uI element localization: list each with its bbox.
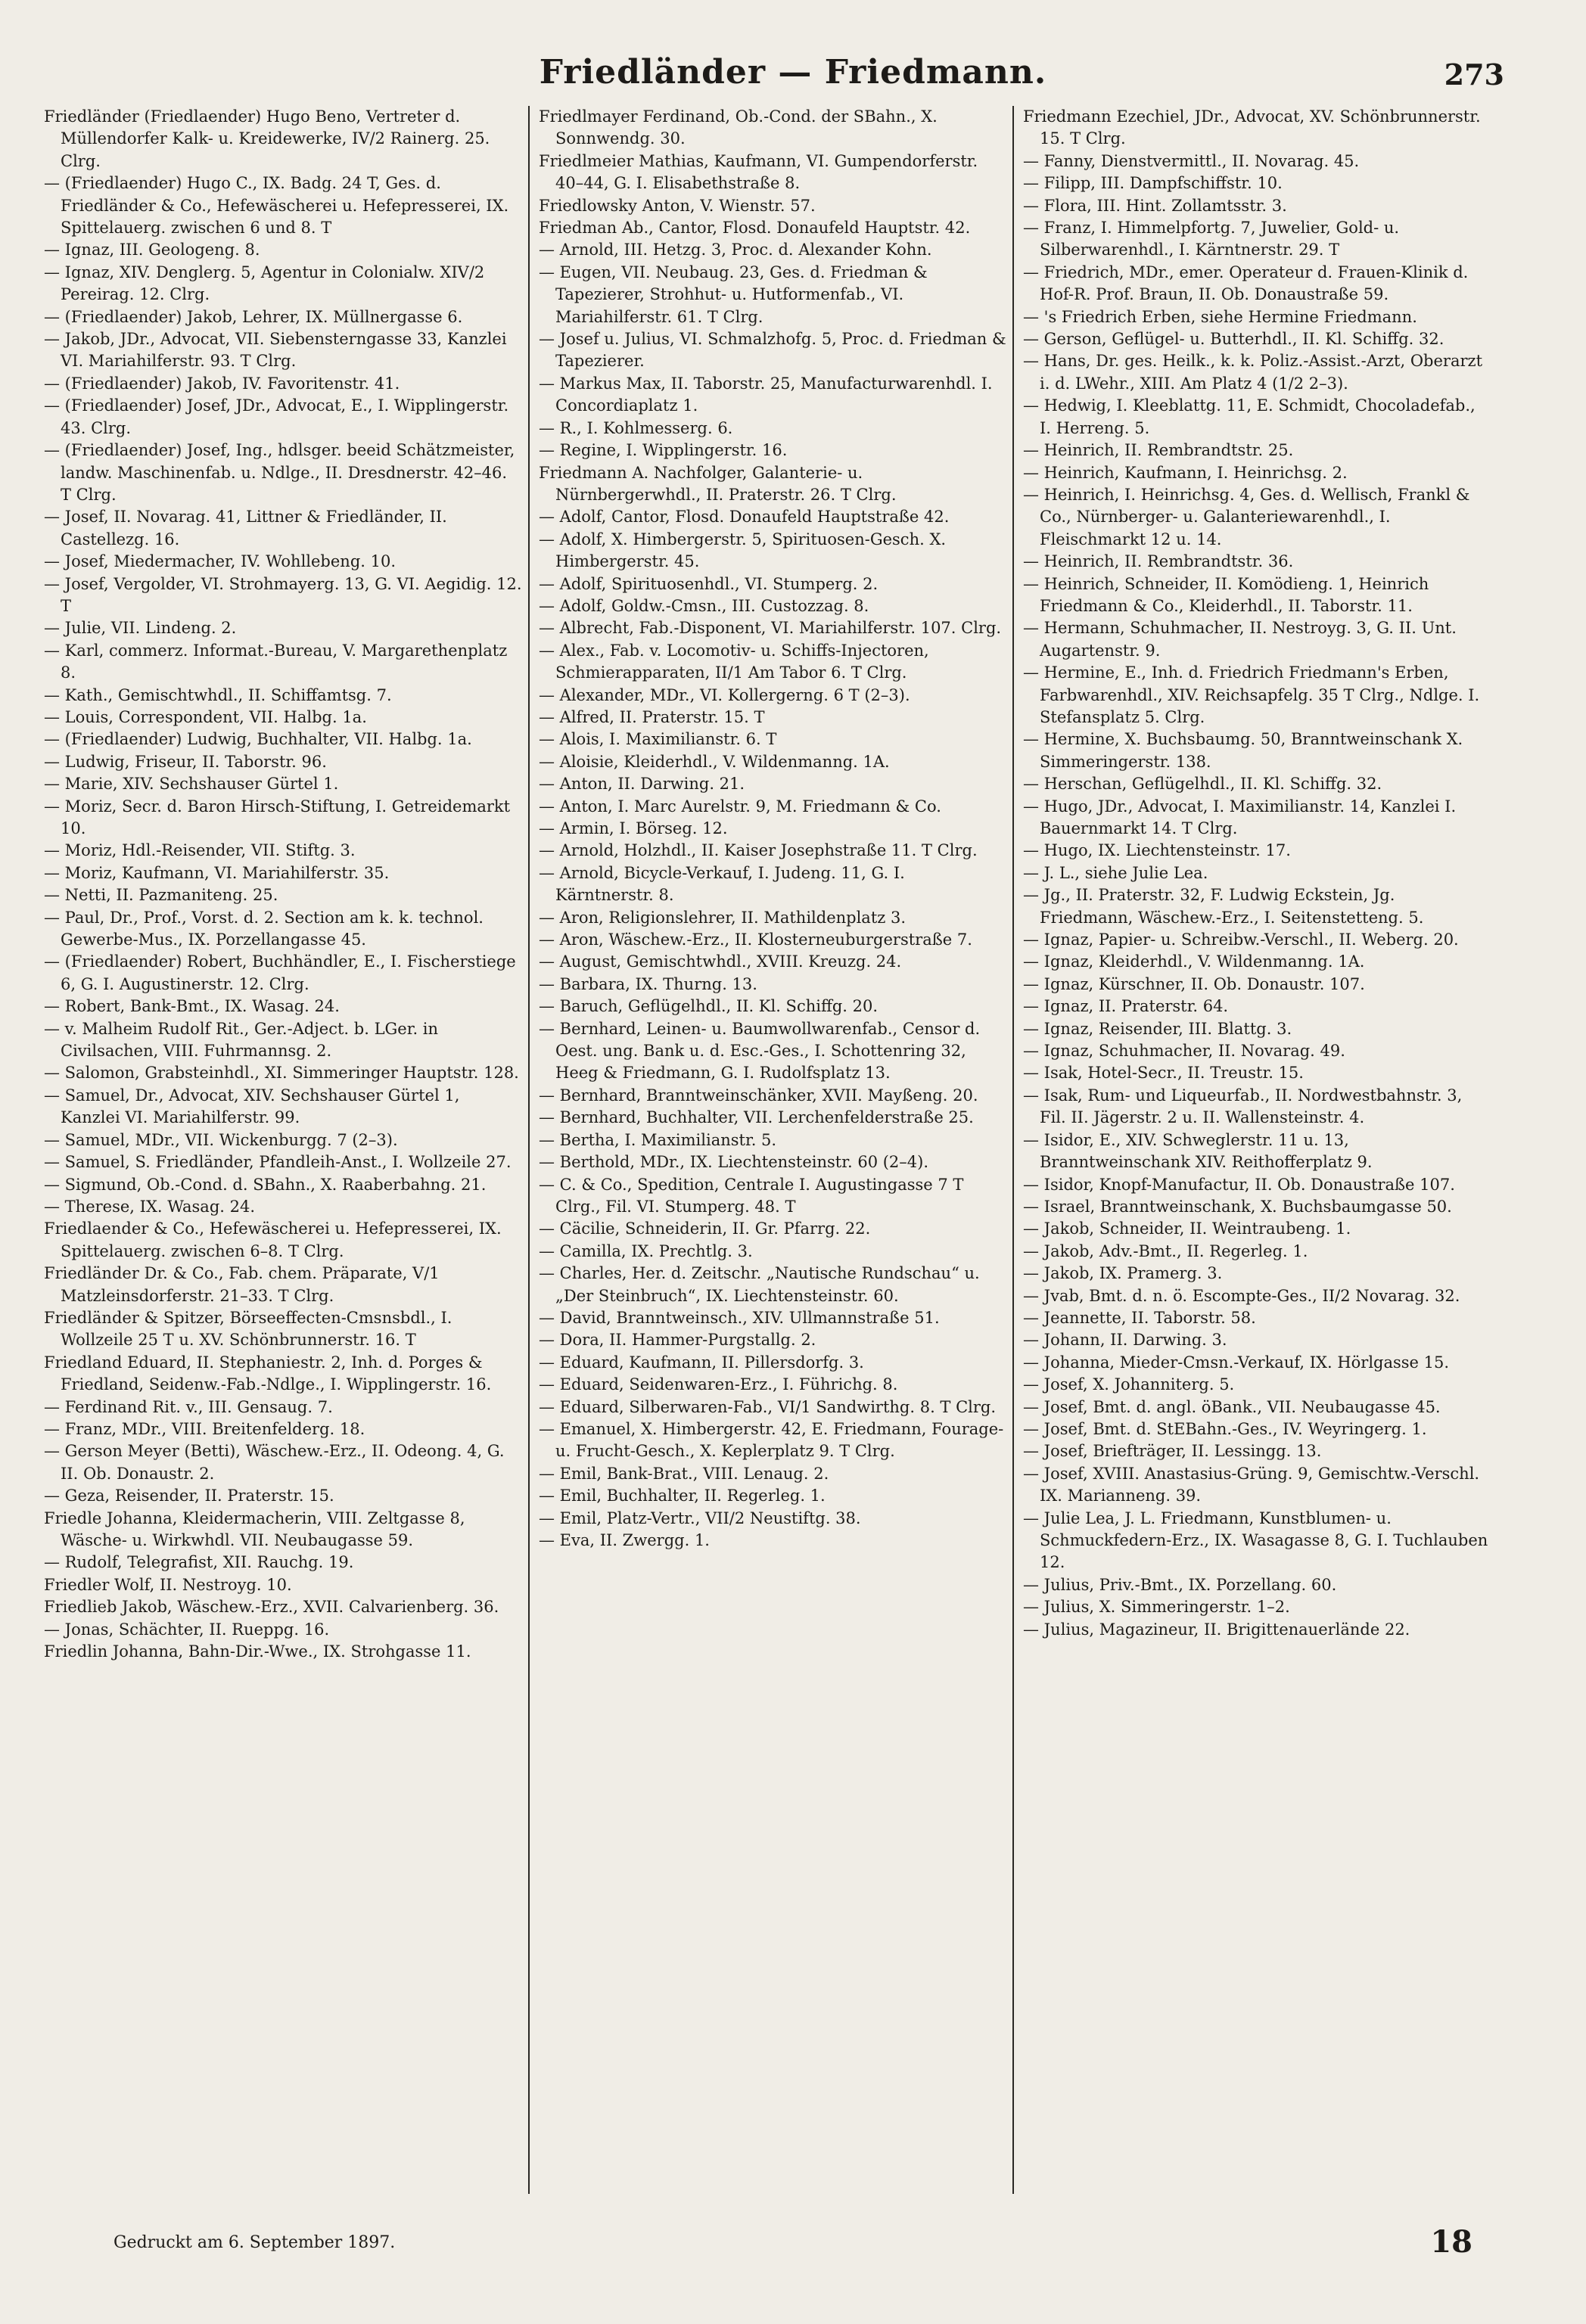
directory-entry: — Ludwig, Friseur, II. Taborstr. 96. [44,752,327,771]
directory-entry: — J. L., siehe Julie Lea. [1023,863,1208,882]
directory-entry: — C. & Co., Spedition, Centrale I. Augustingasse 7 T Clrg., Fil. VI. Stumperg. 48. T [539,1175,964,1216]
print-date: Gedruckt am 6. September 1897. [114,2233,396,2252]
directory-entry: Friedmann A. Nachfolger, Galanterie- u. Nürnbergerwhdl., II. Praterstr. 26. T Clrg. [539,463,897,504]
directory-entry: — Ignaz, III. Geologeng. 8. [44,241,260,259]
directory-entry: — Fanny, Dienstvermittl., II. Novarag. 45. [1023,151,1360,170]
directory-entry: Friedländer & Spitzer, Börseeffecten-Cmsnsbdl., I. Wollzeile 25 T u. XV. Schönbrunnerstr. 16. T [44,1308,452,1350]
directory-entry: — Gerson, Geflügel- u. Butterhdl., II. Kl. Schiffg. 32. [1023,330,1445,349]
directory-entry: — Heinrich, I. Heinrichsg. 4, Ges. d. Wellisch, Frankl & Co., Nürnberger- u. Galanteriewarenhdl., I. Fleischmarkt 12 u. 14. [1023,485,1470,548]
directory-entry: — Flora, III. Hint. Zollamtsstr. 3. [1023,196,1287,215]
directory-entry: Friedländer (Friedlaender) Hugo Beno, Vertreter d. Müllendorfer Kalk- u. Kreidewerke, IV/2 Rainerg. 25. Clrg. [44,107,490,170]
directory-entry: — Bernhard, Buchhalter, VII. Lerchenfelderstraße 25. [539,1108,974,1127]
directory-entry: — Josef, Bmt. d. angl. öBank., VII. Neubaugasse 45. [1023,1397,1441,1416]
directory-entry: — Adolf, Spirituosenhdl., VI. Stumperg. 2. [539,574,879,593]
directory-entry: Friedland Eduard, II. Stephaniestr. 2, Inh. d. Porges & Friedland, Seidenw.-Fab.-Ndlge., I. Wipplingerstr. 16. [44,1353,492,1394]
directory-entry: — Hermann, Schuhmacher, II. Nestroyg. 3, G. II. Unt. Augartenstr. 9. [1023,619,1457,660]
directory-entry: — Josef, X. Johanniterg. 5. [1023,1375,1235,1394]
directory-entry: — Josef, Vergolder, VI. Strohmayerg. 13, G. VI. Aegidig. 12. T [44,574,522,615]
directory-entry: — Julius, X. Simmeringerstr. 1–2. [1023,1598,1290,1617]
directory-entry: — Berthold, MDr., IX. Liechtensteinstr. 60 (2–4). [539,1153,929,1172]
directory-entry: — Emanuel, X. Himbergerstr. 42, E. Friedmann, Fourage- u. Frucht-Gesch., X. Keplerplatz 9. T Clrg. [539,1419,1004,1461]
directory-entry: — Adolf, Cantor, Flosd. Donaufeld Hauptstraße 42. [539,508,950,527]
directory-entry: — Eva, II. Zwergg. 1. [539,1531,710,1549]
directory-entry: — Eugen, VII. Neubaug. 23, Ges. d. Friedman & Tapezierer, Strohhut- u. Hutformenfab., VI. Mariahilferstr. 61. T Clrg. [539,263,928,326]
entry-columns [44,106,1497,2194]
directory-entry: — Ignaz, Papier- u. Schreibw.-Verschl., II. Weberg. 20. [1023,931,1459,949]
directory-entry: — August, Gemischtwhdl., XVIII. Kreuzg. 24. [539,952,902,971]
column-1 [44,106,528,2194]
directory-entry: — (Friedlaender) Josef, JDr., Advocat, E., I. Wipplingerstr. 43. Clrg. [44,396,509,437]
directory-entry: — Markus Max, II. Taborstr. 25, Manufacturwarenhdl. I. Concordiaplatz 1. [539,374,993,415]
directory-entry: — Moriz, Hdl.-Reisender, VII. Stiftg. 3. [44,841,356,860]
directory-entry: — Bernhard, Branntweinschänker, XVII. Mayßeng. 20. [539,1086,978,1105]
directory-entry: — Moriz, Kaufmann, VI. Mariahilferstr. 35. [44,863,390,882]
directory-entry: — Bertha, I. Maximilianstr. 5. [539,1130,777,1149]
directory-entry: — Josef, Bmt. d. StEBahn.-Ges., IV. Weyringerg. 1. [1023,1419,1427,1438]
directory-entry: — Ignaz, Reisender, III. Blattg. 3. [1023,1019,1292,1038]
page-number: 273 [1444,57,1504,92]
directory-entry: — Hugo, IX. Liechtensteinstr. 17. [1023,841,1291,860]
directory-entry: Friedlmayer Ferdinand, Ob.-Cond. der SBahn., X. Sonnwendg. 30. [539,107,938,148]
directory-entry: — Emil, Bank-Brat., VIII. Lenaug. 2. [539,1464,829,1483]
directory-entry: — Louis, Correspondent, VII. Halbg. 1a. [44,707,367,726]
directory-entry: — Ignaz, II. Praterstr. 64. [1023,997,1229,1016]
directory-entry: — Hermine, E., Inh. d. Friedrich Friedmann's Erben, Farbwarenhdl., XIV. Reichsapfelg. 35 T Clrg., Ndlge. I. Stefansplatz 5. Clrg. [1023,663,1480,726]
directory-entry: — Baruch, Geflügelhdl., II. Kl. Schiffg. 20. [539,997,879,1016]
directory-entry: — Alex., Fab. v. Locomotiv- u. Schiffs-Injectoren, Schmierapparaten, II/1 Am Tabor 6. T Clrg. [539,641,929,682]
directory-entry: — Isak, Hotel-Secr., II. Treustr. 15. [1023,1064,1304,1083]
page-footer [0,2224,1586,2270]
directory-entry: — (Friedlaender) Jakob, Lehrer, IX. Müllnergasse 6. [44,307,463,326]
directory-entry: — Jeannette, II. Taborstr. 58. [1023,1308,1256,1327]
directory-entry: — Julius, Priv.-Bmt., IX. Porzellang. 60. [1023,1575,1337,1594]
directory-entry: — Hedwig, I. Kleeblattg. 11, E. Schmidt, Chocoladefab., I. Herreng. 5. [1023,396,1476,437]
directory-entry: — Cäcilie, Schneiderin, II. Gr. Pfarrg. 22. [539,1219,871,1238]
directory-entry: — Regine, I. Wipplingerstr. 16. [539,441,788,460]
directory-entry: — Hugo, JDr., Advocat, I. Maximilianstr. 14, Kanzlei I. Bauernmarkt 14. T Clrg. [1023,797,1457,837]
directory-entry: — Heinrich, Kaufmann, I. Heinrichsg. 2. [1023,463,1348,482]
directory-entry: — Isidor, E., XIV. Schweglerstr. 11 u. 13, Branntweinschank XIV. Reithofferplatz 9. [1023,1130,1373,1172]
directory-entry: — Moriz, Secr. d. Baron Hirsch-Stiftung, I. Getreidemarkt 10. [44,797,511,837]
directory-entry: — Heinrich, II. Rembrandtstr. 36. [1023,552,1294,571]
column-3 [1012,106,1497,2194]
directory-entry: — Jakob, Adv.-Bmt., II. Regerleg. 1. [1023,1241,1308,1260]
directory-entry: — Bernhard, Leinen- u. Baumwollwarenfab., Censor d. Oest. ung. Bank u. d. Esc.-Ges., I. Schottenring 32, Heeg & Friedmann, G. I. Rudolfsplatz 13. [539,1019,981,1083]
directory-entry: — Jakob, IX. Pramerg. 3. [1023,1264,1223,1283]
directory-entry: — Arnold, III. Hetzg. 3, Proc. d. Alexander Kohn. [539,241,932,259]
directory-entry: — Adolf, X. Himbergerstr. 5, Spirituosen-Gesch. X. Himbergerstr. 45. [539,530,947,571]
directory-entry: — Josef, II. Novarag. 41, Littner & Friedländer, II. Castellezg. 16. [44,508,447,548]
directory-entry: — Ignaz, Schuhmacher, II. Novarag. 49. [1023,1042,1345,1061]
directory-entry: — Josef, Miedermacher, IV. Wohllebeng. 10. [44,552,396,571]
directory-entry: — Kath., Gemischtwhdl., II. Schiffamtsg. 7. [44,685,392,704]
directory-entry: — Gerson Meyer (Betti), Wäschew.-Erz., II. Odeong. 4, G. II. Ob. Donaustr. 2. [44,1442,505,1483]
directory-entry: — Aron, Religionslehrer, II. Mathildenplatz 3. [539,908,907,927]
directory-entry: — Samuel, MDr., VII. Wickenburgg. 7 (2–3). [44,1130,398,1149]
directory-entry: — Eduard, Seidenwaren-Erz., I. Führichg. 8. [539,1375,898,1394]
directory-entry: — Sigmund, Ob.-Cond. d. SBahn., X. Raaberbahng. 21. [44,1175,487,1194]
directory-entry: — Josef, Briefträger, II. Lessingg. 13. [1023,1442,1322,1461]
directory-entry: — Julie Lea, J. L. Friedmann, Kunstblumen- u. Schmuckfedern-Erz., IX. Wasagasse 8, G. I. Tuchlauben 12. [1023,1508,1488,1572]
sheet-number: 18 [1430,2224,1472,2260]
directory-entry: — v. Malheim Rudolf Rit., Ger.-Adject. b. LGer. in Civilsachen, VIII. Fuhrmannsg. 2. [44,1019,439,1061]
directory-entry: — Josef, XVIII. Anastasius-Grüng. 9, Gemischtw.-Verschl. IX. Marianneng. 39. [1023,1464,1480,1505]
running-head [0,53,1586,106]
directory-entry: — Hans, Dr. ges. Heilk., k. k. Poliz.-Assist.-Arzt, Oberarzt i. d. LWehr., XIII. Am Platz 4 (1/2 2–3). [1023,352,1483,393]
directory-entry: — Jvab, Bmt. d. n. ö. Escompte-Ges., II/2 Novarag. 32. [1023,1286,1460,1305]
directory-entry: — Eduard, Silberwaren-Fab., VI/1 Sandwirthg. 8. T Clrg. [539,1397,997,1416]
directory-entry: — Heinrich, Schneider, II. Komödieng. 1, Heinrich Friedmann & Co., Kleiderhdl., II. Taborstr. 11. [1023,574,1429,615]
directory-entry: — Armin, I. Börseg. 12. [539,819,728,837]
directory-entry: — Heinrich, II. Rembrandtstr. 25. [1023,441,1294,460]
directory-entry: Friedman Ab., Cantor, Flosd. Donaufeld Hauptstr. 42. [539,219,971,238]
directory-entry: — Eduard, Kaufmann, II. Pillersdorfg. 3. [539,1353,864,1372]
directory-entry: — Jakob, Schneider, II. Weintraubeng. 1. [1023,1219,1351,1238]
directory-entry: Friedlaender & Co., Hefewäscherei u. Hefepresserei, IX. Spittelauerg. zwischen 6–8. T Clrg. [44,1219,502,1260]
directory-entry: — Adolf, Goldw.-Cmsn., III. Custozzag. 8. [539,596,869,615]
directory-entry: — Friedrich, MDr., emer. Operateur d. Frauen-Klinik d. Hof-R. Prof. Braun, II. Ob. Donaustraße 59. [1023,263,1469,304]
directory-entry: — Josef u. Julius, VI. Schmalzhofg. 5, Proc. d. Friedman & Tapezierer. [539,330,1006,371]
directory-entry: — Johanna, Mieder-Cmsn.-Verkauf, IX. Hörlgasse 15. [1023,1353,1450,1372]
directory-entry: — Ignaz, Kürschner, II. Ob. Donaustr. 107. [1023,974,1365,993]
directory-entry: Friedmann Ezechiel, JDr., Advocat, XV. Schönbrunnerstr. 15. T Clrg. [1023,107,1481,148]
directory-entry: — David, Branntweinsch., XIV. Ullmannstraße 51. [539,1308,940,1327]
directory-entry: — Alfred, II. Praterstr. 15. T [539,707,765,726]
directory-entry: — Julius, Magazineur, II. Brigittenauerlände 22. [1023,1620,1410,1639]
directory-entry: — Anton, II. Darwing. 21. [539,775,745,794]
directory-entry: — Barbara, IX. Thurng. 13. [539,974,757,993]
directory-entry: — Hermine, X. Buchsbaumg. 50, Branntweinschank X. Simmeringerstr. 138. [1023,730,1463,771]
directory-entry: — Paul, Dr., Prof., Vorst. d. 2. Section am k. k. technol. Gewerbe-Mus., IX. Porzellangasse 45. [44,908,484,949]
page-title: Friedländer — Friedmann. [539,53,1047,92]
directory-entry: — Samuel, Dr., Advocat, XIV. Sechshauser Gürtel 1, Kanzlei VI. Mariahilferstr. 99. [44,1086,460,1127]
directory-entry: — Ferdinand Rit. v., III. Gensaug. 7. [44,1397,333,1416]
directory-entry: — Franz, MDr., VIII. Breitenfelderg. 18. [44,1419,365,1438]
directory-entry: — (Friedlaender) Ludwig, Buchhalter, VII. Halbg. 1a. [44,730,472,749]
directory-entry: Friedlieb Jakob, Wäschew.-Erz., XVII. Calvarienberg. 36. [44,1598,499,1617]
directory-entry: — Ignaz, XIV. Denglerg. 5, Agentur in Colonialw. XIV/2 Pereirag. 12. Clrg. [44,263,485,304]
directory-entry: — Therese, IX. Wasag. 24. [44,1197,256,1216]
directory-entry: — Julie, VII. Lindeng. 2. [44,619,237,638]
directory-entry: — Netti, II. Pazmaniteng. 25. [44,886,278,905]
directory-entry: — Filipp, III. Dampfschiffstr. 10. [1023,174,1283,193]
directory-entry: — Salomon, Grabsteinhdl., XI. Simmeringer Hauptstr. 128. [44,1064,519,1083]
directory-entry: — 's Friedrich Erben, siehe Hermine Friedmann. [1023,307,1417,326]
directory-entry: — Robert, Bank-Bmt., IX. Wasag. 24. [44,997,340,1016]
directory-entry: — R., I. Kohlmesserg. 6. [539,418,733,437]
directory-entry: — Dora, II. Hammer-Purgstallg. 2. [539,1331,816,1350]
directory-entry: — (Friedlaender) Jakob, IV. Favoritenstr. 41. [44,374,400,393]
directory-entry: — Johann, II. Darwing. 3. [1023,1331,1227,1350]
directory-entry: — Jakob, JDr., Advocat, VII. Siebensterngasse 33, Kanzlei VI. Mariahilferstr. 93. T Clrg. [44,330,507,371]
directory-entry: — Rudolf, Telegrafist, XII. Rauchg. 19. [44,1553,354,1572]
directory-entry: — Aloisie, Kleiderhdl., V. Wildenmanng. 1A. [539,752,890,771]
directory-entry: — Alexander, MDr., VI. Kollergerng. 6 T (2–3). [539,685,910,704]
directory-entry: — Jg., II. Praterstr. 32, F. Ludwig Eckstein, Jg. Friedmann, Wäschew.-Erz., I. Seitenstetteng. 5. [1023,886,1424,927]
directory-entry: — Israel, Branntweinschank, X. Buchsbaumgasse 50. [1023,1197,1452,1216]
directory-entry: Friedle Johanna, Kleidermacherin, VIII. Zeltgasse 8, Wäsche- u. Wirkwhdl. VII. Neubaugasse 59. [44,1508,465,1549]
directory-entry: Friedler Wolf, II. Nestroyg. 10. [44,1575,292,1594]
directory-entry: — Anton, I. Marc Aurelstr. 9, M. Friedmann & Co. [539,797,941,816]
directory-entry: — Albrecht, Fab.-Disponent, VI. Mariahilferstr. 107. Clrg. [539,619,1002,638]
directory-entry: — Emil, Buchhalter, II. Regerleg. 1. [539,1487,826,1505]
directory-entry: — (Friedlaender) Josef, Ing., hdlsger. beeid Schätzmeister, landw. Maschinenfab. u. Ndlge., II. Dresdnerstr. 42–46. T Clrg. [44,441,515,504]
directory-entry: Friedlowsky Anton, V. Wienstr. 57. [539,196,816,215]
directory-entry: — (Friedlaender) Hugo C., IX. Badg. 24 T, Ges. d. Friedländer & Co., Hefewäscherei u. Hefepresserei, IX. Spittelauerg. zwischen 6 und 8. T [44,174,509,238]
directory-entry: — Samuel, S. Friedländer, Pfandleih-Anst., I. Wollzeile 27. [44,1153,512,1172]
directory-entry: — Karl, commerz. Informat.-Bureau, V. Margarethenplatz 8. [44,641,508,682]
directory-entry: — Emil, Platz-Vertr., VII/2 Neustiftg. 38. [539,1508,861,1527]
directory-entry: — Charles, Her. d. Zeitschr. „Nautische Rundschau“ u. „Der Steinbruch“, IX. Liechtensteinstr. 60. [539,1264,980,1305]
directory-entry: — Geza, Reisender, II. Praterstr. 15. [44,1487,334,1505]
directory-entry: — Alois, I. Maximilianstr. 6. T [539,730,777,749]
directory-entry: — (Friedlaender) Robert, Buchhändler, E., I. Fischerstiege 6, G. I. Augustinerstr. 12. Clrg. [44,952,516,993]
directory-entry: Friedlmeier Mathias, Kaufmann, VI. Gumpendorferstr. 40–44, G. I. Elisabethstraße 8. [539,151,978,193]
directory-entry: — Ignaz, Kleiderhdl., V. Wildenmanng. 1A. [1023,952,1365,971]
column-2 [528,106,1012,2194]
directory-entry: — Arnold, Bicycle-Verkauf, I. Judeng. 11, G. I. Kärntnerstr. 8. [539,863,905,905]
directory-entry: — Arnold, Holzhdl., II. Kaiser Josephstraße 11. T Clrg. [539,841,978,860]
directory-entry: — Marie, XIV. Sechshauser Gürtel 1. [44,775,339,794]
directory-entry: Friedlin Johanna, Bahn-Dir.-Wwe., IX. Strohgasse 11. [44,1642,471,1661]
directory-entry: — Franz, I. Himmelpfortg. 7, Juwelier, Gold- u. Silberwarenhdl., I. Kärntnerstr. 29. T [1023,219,1400,259]
directory-entry: — Herschan, Geflügelhdl., II. Kl. Schiffg. 32. [1023,775,1382,794]
directory-entry: — Aron, Wäschew.-Erz., II. Klosterneuburgerstraße 7. [539,931,972,949]
directory-entry: — Jonas, Schächter, II. Rueppg. 16. [44,1620,330,1639]
directory-entry: — Isak, Rum- und Liqueurfab., II. Nordwestbahnstr. 3, Fil. II. Jägerstr. 2 u. II. Wallensteinstr. 4. [1023,1086,1463,1127]
directory-entry: — Camilla, IX. Prechtlg. 3. [539,1241,753,1260]
directory-entry: — Isidor, Knopf-Manufactur, II. Ob. Donaustraße 107. [1023,1175,1455,1194]
directory-entry: Friedländer Dr. & Co., Fab. chem. Präparate, V/1 Matzleinsdorferstr. 21–33. T Clrg. [44,1264,440,1305]
